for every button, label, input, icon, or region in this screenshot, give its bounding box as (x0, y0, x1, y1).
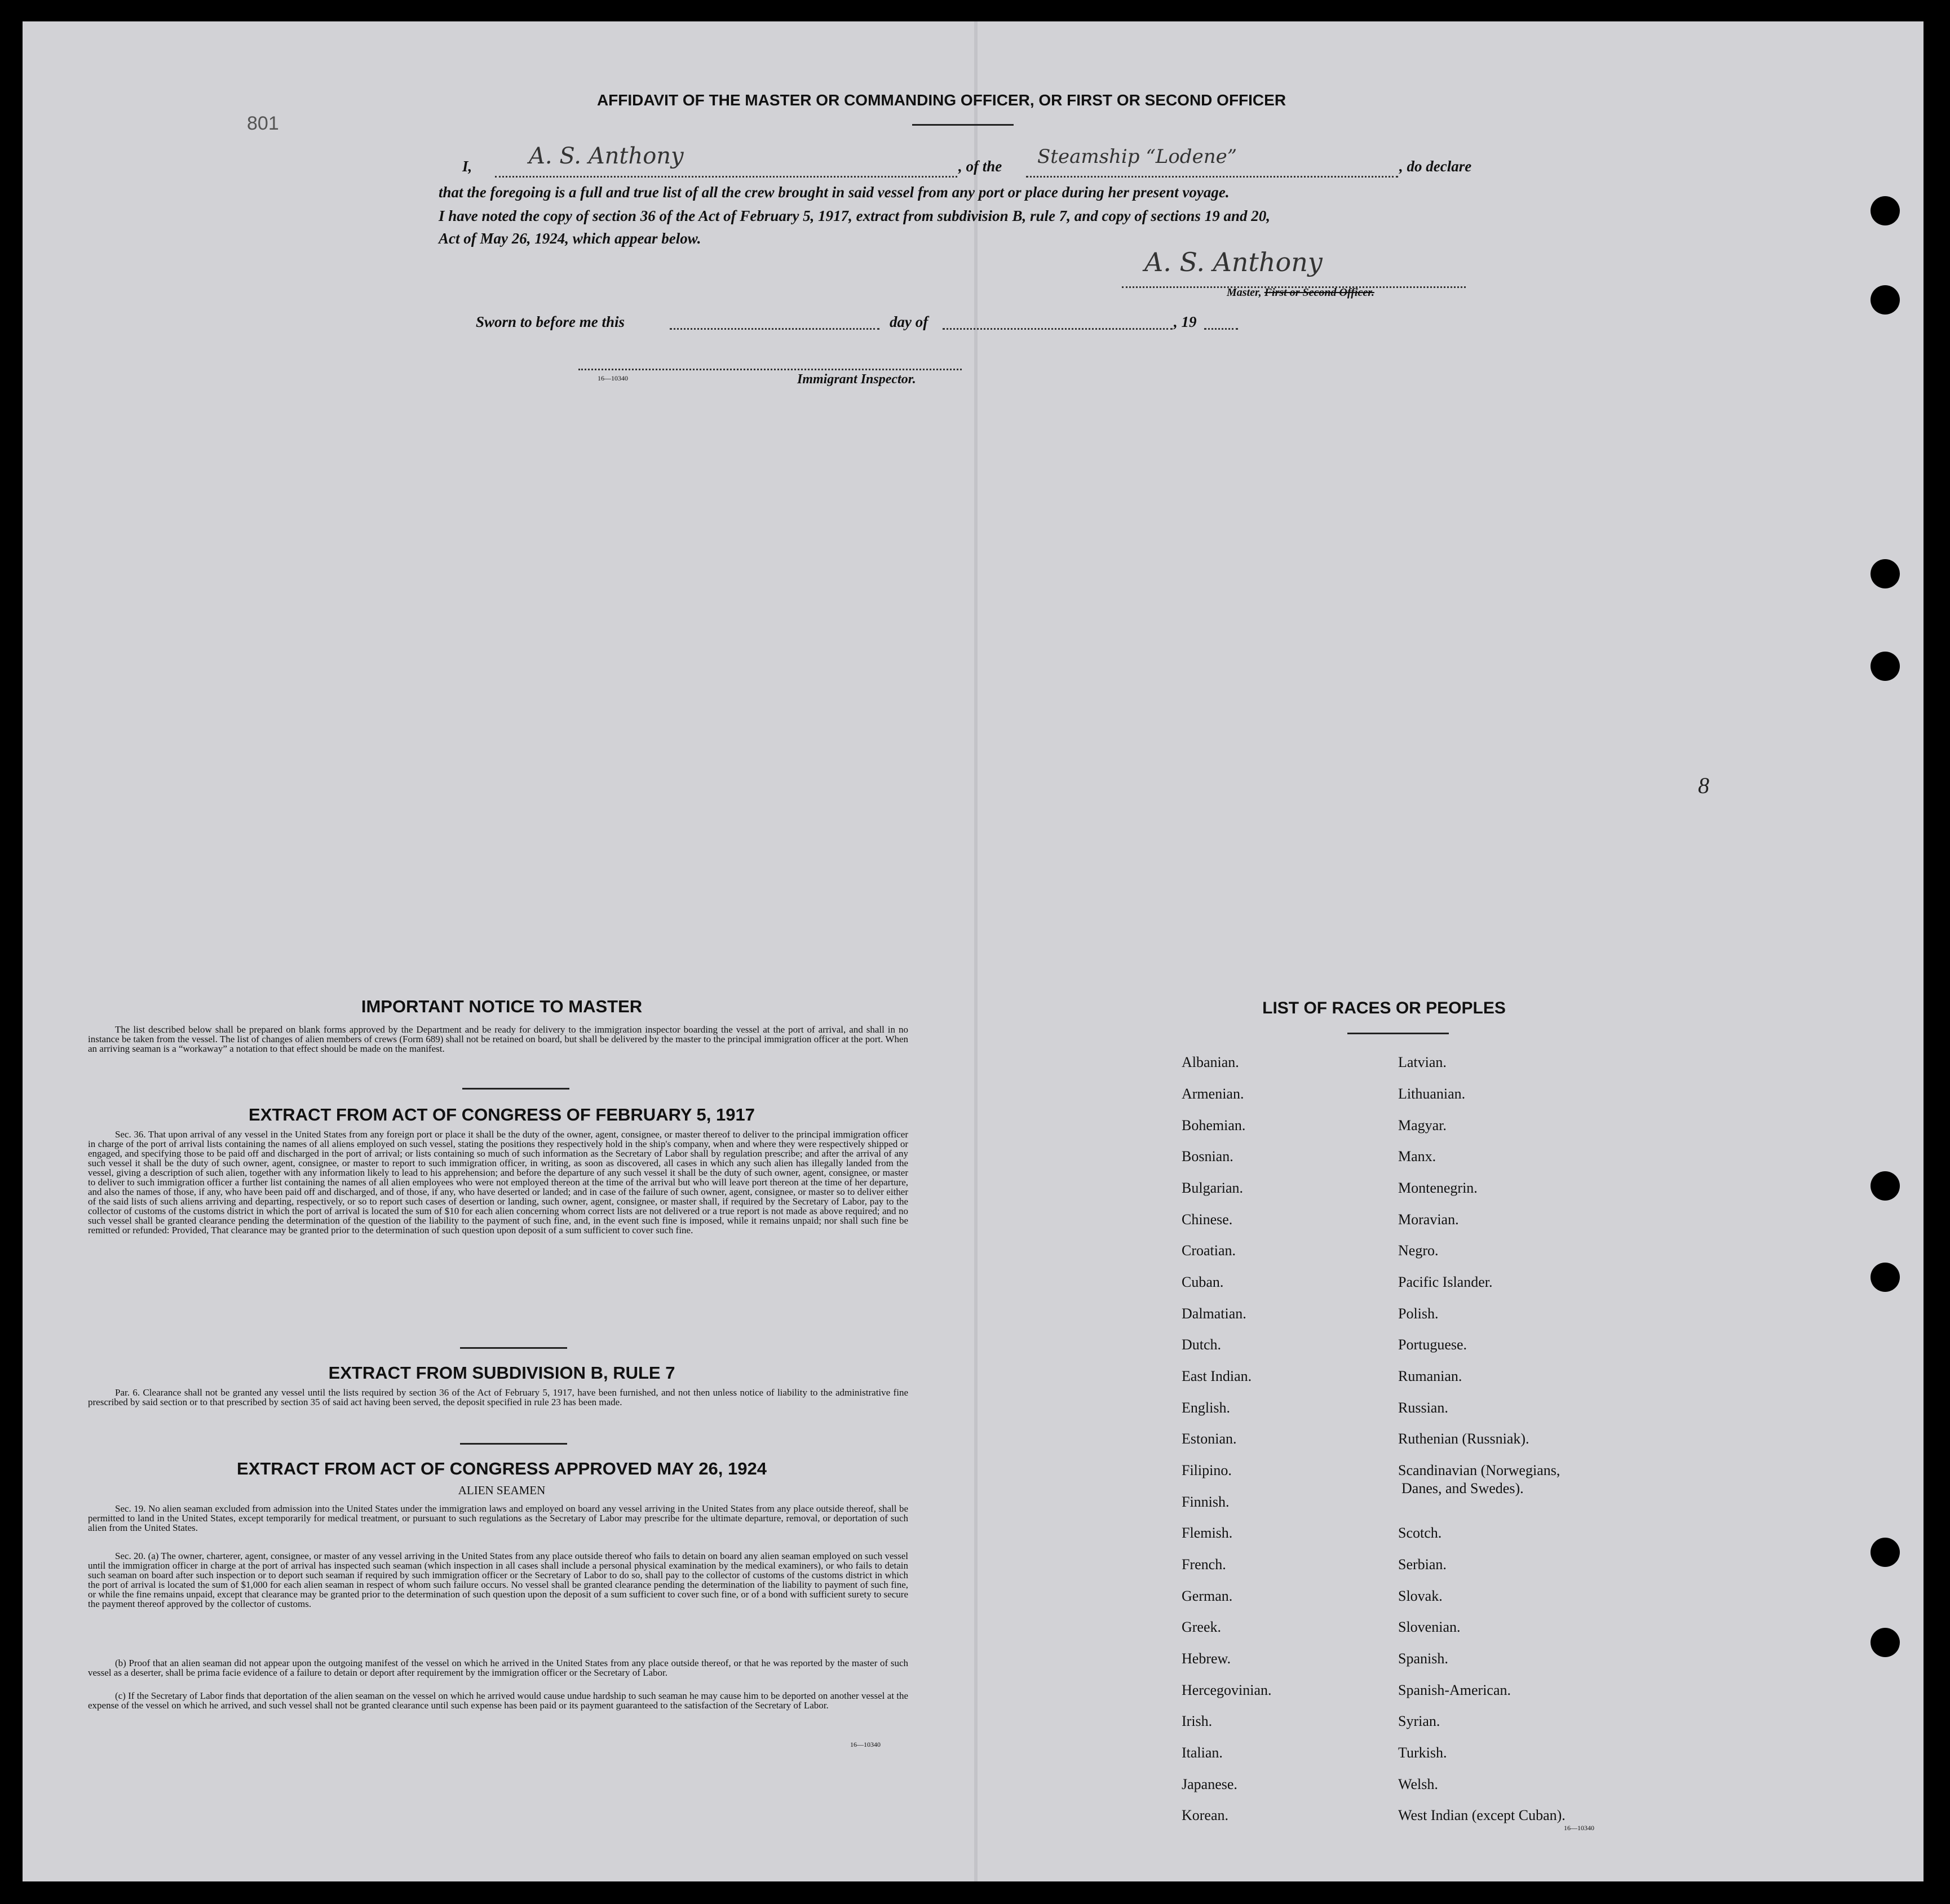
caption-struck: First or Second Officer. (1264, 286, 1374, 299)
race-item: Danes, and Swedes). (1401, 1480, 1524, 1496)
race-item: Dalmatian. (1182, 1305, 1246, 1322)
extract-1917-title: EXTRACT FROM ACT OF CONGRESS OF FEBRUARY 5, 1917 (249, 1105, 755, 1124)
punch-hole (1871, 1171, 1900, 1201)
affidavit-line-4: Act of May 26, 1924, which appear below. (439, 230, 701, 247)
race-item: East Indian. (1182, 1368, 1252, 1384)
sworn-year-field (1204, 316, 1238, 330)
race-item: Syrian. (1398, 1713, 1440, 1729)
year-prefix: , 19 (1174, 313, 1197, 330)
form-number-left: 16—10340 (850, 1741, 881, 1748)
sec-20c-text: (c) If the Secretary of Labor finds that deportation of the alien seaman on the vessel on which he arrived would cause undue hardship to such seaman he may cause him to be deported on another vessel at the expense of the vessel on which he arrived, and such vessel shall not be granted clearance until such expense has been paid or its payment guaranteed to the satisfaction of the Secretary of Labor. (88, 1690, 908, 1711)
punch-hole (1871, 1628, 1900, 1657)
race-item: Pacific Islander. (1398, 1274, 1493, 1290)
race-item: Korean. (1182, 1807, 1229, 1823)
day-of-label: day of (890, 313, 928, 330)
sec-19-text: Sec. 19. No alien seaman excluded from admission into the United States under the immigration laws and employed on board any vessel arriving in the United States from any place outside thereof, shall be permitted to land in the United States, except temporarily for medical treatment, or pursuant to such regulations as the Secretary of Labor may prescribe for the ultimate departure, removal, or deportation of such alien from the United States. (88, 1503, 908, 1533)
extract-rule7-text: Par. 6. Clearance shall not be granted any vessel until the lists required by section 36 of the Act of February 5, 1917, have been furnished, and not then unless notice of liability to the administrative fine prescribed by said section or to that prescribed by section 35 of said act having been served, the deposit specified in rule 23 has been made. (88, 1387, 908, 1407)
do-declare-label: , do declare (1399, 158, 1472, 175)
sworn-prefix: Sworn to before me this (476, 313, 625, 330)
race-item: Spanish-American. (1398, 1682, 1511, 1698)
race-item: Russian. (1398, 1400, 1448, 1416)
section-rule (462, 1088, 569, 1090)
signature-handwritten: A. S. Anthony (1144, 247, 1323, 277)
form-number-top: 16—10340 (598, 374, 628, 382)
punch-hole (1871, 652, 1900, 681)
race-item: Filipino. (1182, 1462, 1232, 1478)
of-the-label: , of the (958, 158, 1002, 175)
races-rule (1347, 1033, 1449, 1034)
sec-20a-text: Sec. 20. (a) The owner, charterer, agent, consignee, or master of any vessel arriving in the United States from any place outside thereof who fails to detain on board any alien seaman employed on such vessel until the immigration officer in charge at the port of arrival has inspected such seaman (which inspection in all cases shall include a personal physical examination by the medical examiners), or who fails to detain such seaman on board after such inspection or to deport such seaman if required by such immigration officer or the Secretary of Labor to do so, shall pay to the collector of customs of the customs district in which the port of arrival is located the sum of $1,000 for each alien seaman in respect of whom such failure occurs. No vessel shall be granted clearance pending the determination of the liability to payment of such fine, or while the fine remains unpaid, except that clearance may be granted prior to the determination of such question upon the deposit of a sum sufficient to cover such fine, or of a bond with sufficient surety to secure the payment thereof approved by the collector of customs. (88, 1551, 908, 1609)
race-item: Turkish. (1398, 1744, 1447, 1761)
signature-caption (1227, 286, 1374, 299)
race-item: Hebrew. (1182, 1650, 1231, 1667)
alien-seamen-subtitle: ALIEN SEAMEN (458, 1484, 546, 1497)
punch-hole (1871, 559, 1900, 588)
inspector-signature-field (578, 358, 962, 370)
sec-20b-text: (b) Proof that an alien seaman did not appear upon the outgoing manifest of the vessel on which he arrived in the United States from any place outside thereof, or that he was reported by the master of such vessel as a deserter, shall be prima facie evidence of a failure to detain or deport after requirement by the immigration officer or the Secretary of Labor. (88, 1658, 908, 1678)
affidavit-line-3: I have noted the copy of section 36 of the Act of February 5, 1917, extract from subdivision B, rule 7, and copy of sections 19 and 20, (439, 207, 1270, 224)
race-item: Magyar. (1398, 1117, 1447, 1133)
race-item: Slovak. (1398, 1588, 1443, 1604)
race-item: French. (1182, 1556, 1226, 1573)
race-item: Irish. (1182, 1713, 1213, 1729)
race-item: Dutch. (1182, 1336, 1222, 1353)
punch-hole (1871, 1538, 1900, 1567)
extract-rule7-title: EXTRACT FROM SUBDIVISION B, RULE 7 (328, 1363, 675, 1383)
race-item: Cuban. (1182, 1274, 1224, 1290)
race-item: Albanian. (1182, 1054, 1239, 1070)
name-handwritten: A. S. Anthony (529, 143, 684, 169)
signature-field (1122, 247, 1466, 288)
race-item: Negro. (1398, 1242, 1439, 1259)
section-rule (460, 1443, 567, 1445)
extract-1924-title: EXTRACT FROM ACT OF CONGRESS APPROVED MAY 26, 1924 (237, 1459, 767, 1478)
race-item: Finnish. (1182, 1494, 1230, 1510)
race-item: Welsh. (1398, 1776, 1438, 1792)
race-item: Bulgarian. (1182, 1180, 1244, 1196)
inspector-caption: Immigrant Inspector. (797, 372, 916, 387)
race-item: German. (1182, 1588, 1233, 1604)
name-field (495, 143, 957, 178)
race-item: Estonian. (1182, 1431, 1237, 1447)
form-number-right: 16—10340 (1564, 1824, 1594, 1832)
punch-hole (1871, 196, 1900, 225)
page-fold (974, 21, 978, 1881)
punch-hole (1871, 1263, 1900, 1292)
notice-title: IMPORTANT NOTICE TO MASTER (361, 997, 643, 1016)
race-item: Lithuanian. (1398, 1086, 1466, 1102)
race-item: Montenegrin. (1398, 1180, 1478, 1196)
races-title: LIST OF RACES OR PEOPLES (1262, 999, 1506, 1017)
race-item: Japanese. (1182, 1776, 1237, 1792)
race-item: Slovenian. (1398, 1619, 1461, 1635)
affidavit-intro: I, (462, 158, 472, 175)
race-item: Portuguese. (1398, 1336, 1467, 1353)
race-item: Italian. (1182, 1744, 1223, 1761)
race-item: West Indian (except Cuban). (1398, 1807, 1566, 1823)
extract-1917-text: Sec. 36. That upon arrival of any vessel in the United States from any foreign port or place it shall be the duty of the owner, agent, consignee, or master thereof to deliver to the principal immigration officer in charge of the port of arrival lists containing the names of all aliens employed on such vessel, stating the positions they respectively hold in the ship's company, when and where they were respectively shipped or engaged, and specifying those to be paid off and discharged in the port of arrival; or lists containing so much of such information as the Secretary of Labor shall by regulation prescribe; and after the arrival of any such vessel it shall be the duty of such owner, agent, consignee, or master to report to such immigration officer, in writing, as soon as discovered, all cases in which any such alien has illegally landed from the vessel, giving a description of such alien, together with any information likely to lead to his apprehension; and before the departure of any such vessel it shall be the duty of such owner, agent, consignee, or master to deliver to such immigration officer a further list containing the names of all alien employees who were not employed thereon at the time of the arrival but who will leave port thereon at the time of her departure, and also the names of those, if any, who have been paid off and discharged, and of those, if any, who have deserted or landed; and in case of the failure of such owner, agent, consignee, or master so to deliver either of the said lists of such aliens arriving and departing, respectively, or so to report such cases of desertion or landing, such owner, agent, consignee, or master shall, if required by the Secretary of Labor, pay to the collector of customs of the customs district in which the port of arrival is located the sum of $10 for each alien concerning whom correct lists are not delivered or a true report is not made as above required; and no such vessel shall be granted clearance pending the determination of the question of the liability to the payment of such fine, and, in the event such fine is imposed, while it remains unpaid; nor shall such fine be remitted or refunded: Provided, That clearance may be granted prior to the determination of such question upon deposit of a sum sufficient to cover such fine. (88, 1129, 908, 1236)
race-item: Serbian. (1398, 1556, 1447, 1573)
section-rule (460, 1347, 567, 1349)
race-item: Greek. (1182, 1619, 1222, 1635)
race-item: English. (1182, 1400, 1230, 1416)
corner-mark: 801 (247, 113, 279, 134)
affidavit-line-2: that the foregoing is a full and true list of all the crew brought in said vessel from any port or place during her present voyage. (439, 184, 1230, 201)
affidavit-title: AFFIDAVIT OF THE MASTER OR COMMANDING OFFICER, OR FIRST OR SECOND OFFICER (596, 91, 1286, 109)
race-item: Ruthenian (Russniak). (1398, 1431, 1529, 1447)
race-item: Armenian. (1182, 1086, 1244, 1102)
margin-mark: 8 (1698, 773, 1709, 798)
race-item: Manx. (1398, 1148, 1436, 1164)
race-item: Rumanian. (1398, 1368, 1462, 1384)
notice-text: The list described below shall be prepared on blank forms approved by the Department and be ready for delivery to the immigration inspector boarding the vessel at the port of arrival, and shall in no instance be taken from the vessel. The list of changes of alien members of crews (Form 689) shall not be retained on board, but shall be delivered by the master to the principal immigration officer at the port. When an arriving seaman is a “workaway” a notation to that effect should be made on the manifest. (88, 1024, 908, 1054)
caption-master: Master, (1227, 286, 1262, 299)
race-item: Spanish. (1398, 1650, 1448, 1667)
race-item: Bohemian. (1182, 1117, 1246, 1133)
race-item: Moravian. (1398, 1211, 1459, 1228)
sworn-month-field (943, 316, 1173, 330)
title-rule (912, 124, 1014, 126)
race-item: Latvian. (1398, 1054, 1447, 1070)
race-item: Bosnian. (1182, 1148, 1233, 1164)
vessel-handwritten: Steamship “Lodene” (1037, 145, 1237, 168)
race-item: Scandinavian (Norwegians, (1398, 1462, 1560, 1478)
race-item: Hercegovinian. (1182, 1682, 1272, 1698)
race-item: Scotch. (1398, 1525, 1442, 1541)
race-item: Polish. (1398, 1305, 1439, 1322)
sworn-day-field (670, 316, 879, 330)
race-item: Croatian. (1182, 1242, 1236, 1259)
race-item: Flemish. (1182, 1525, 1233, 1541)
race-item: Chinese. (1182, 1211, 1233, 1228)
vessel-field (1026, 145, 1398, 178)
punch-hole (1871, 285, 1900, 315)
